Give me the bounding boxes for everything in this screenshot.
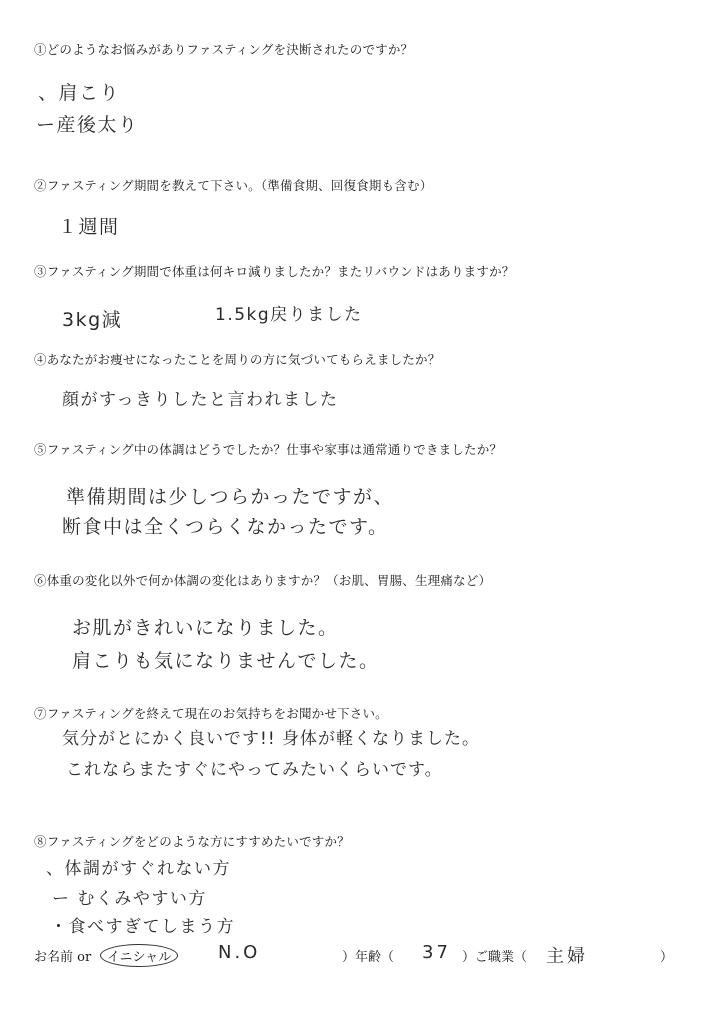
question-6-answer-1: お肌がきれいになりました。 [72,617,339,639]
age-label: ）年齢（ [342,950,395,965]
name-value: N.O [218,942,261,963]
question-5-label: ⑤ファスティング中の体調はどうでしたか？仕事や家事は通常通りできましたか？ [34,442,503,457]
question-1-answer-2: ー産後太り [36,114,139,136]
question-1-label: ①どのようなお悩みがありファスティングを決断されたのですか？ [34,42,414,57]
question-2-answer-1: １週間 [58,216,120,238]
question-6-label: ⑥体重の変化以外で何か体調の変化はありますか？（お肌、胃腸、生理痛など） [34,573,492,588]
occupation-label: ）ご職業（ [462,950,528,965]
question-3-answer-1: 3kg減 [62,309,123,331]
name-label: お名前 or [34,950,92,965]
question-5-answer-1: 準備期間は少しつらかったですが、 [66,486,395,508]
question-4-answer-1: 顔がすっきりしたと言われました [62,390,339,410]
initial-label: イニシャル [100,944,178,967]
respondent-info [34,944,684,968]
question-2-label: ②ファスティング期間を教えて下さい。（準備食期、回復食期も含む） [34,178,433,193]
question-3-answer-2: 1.5kg戻りました [215,305,363,325]
question-7-label: ⑦ファスティングを終えて現在のお気持ちをお聞かせ下さい。 [34,706,388,721]
question-1-answer-1: 、肩こり [38,82,121,104]
question-8-answer-1: 、体調がすぐれない方 [46,859,231,879]
occupation-value: 主婦 [546,946,588,967]
age-value: 37 [422,942,451,963]
question-4-label: ④あなたがお痩せになったことを周りの方に気づいてもらえましたか？ [34,352,441,367]
question-8-answer-3: ・食べすぎてしまう方 [50,917,235,937]
question-5-answer-2: 断食中は全くつらくなかったです。 [62,516,389,538]
question-7-answer-2: これならまたすぐにやってみたいくらいです。 [66,760,443,780]
footer-close-paren: ） [660,950,674,965]
question-6-answer-2: 肩こりも気になりませんでした。 [72,650,380,672]
question-3-label: ③ファスティング期間で体重は何キロ減りましたか？またリバウンドはありますか？ [34,264,515,279]
question-8-answer-2: ー むくみやすい方 [52,889,207,909]
question-7-answer-1: 気分がとにかく良いです!! 身体が軽くなりました。 [62,729,481,749]
question-8-label: ⑧ファスティングをどのような方にすすめたいですか？ [34,834,350,849]
